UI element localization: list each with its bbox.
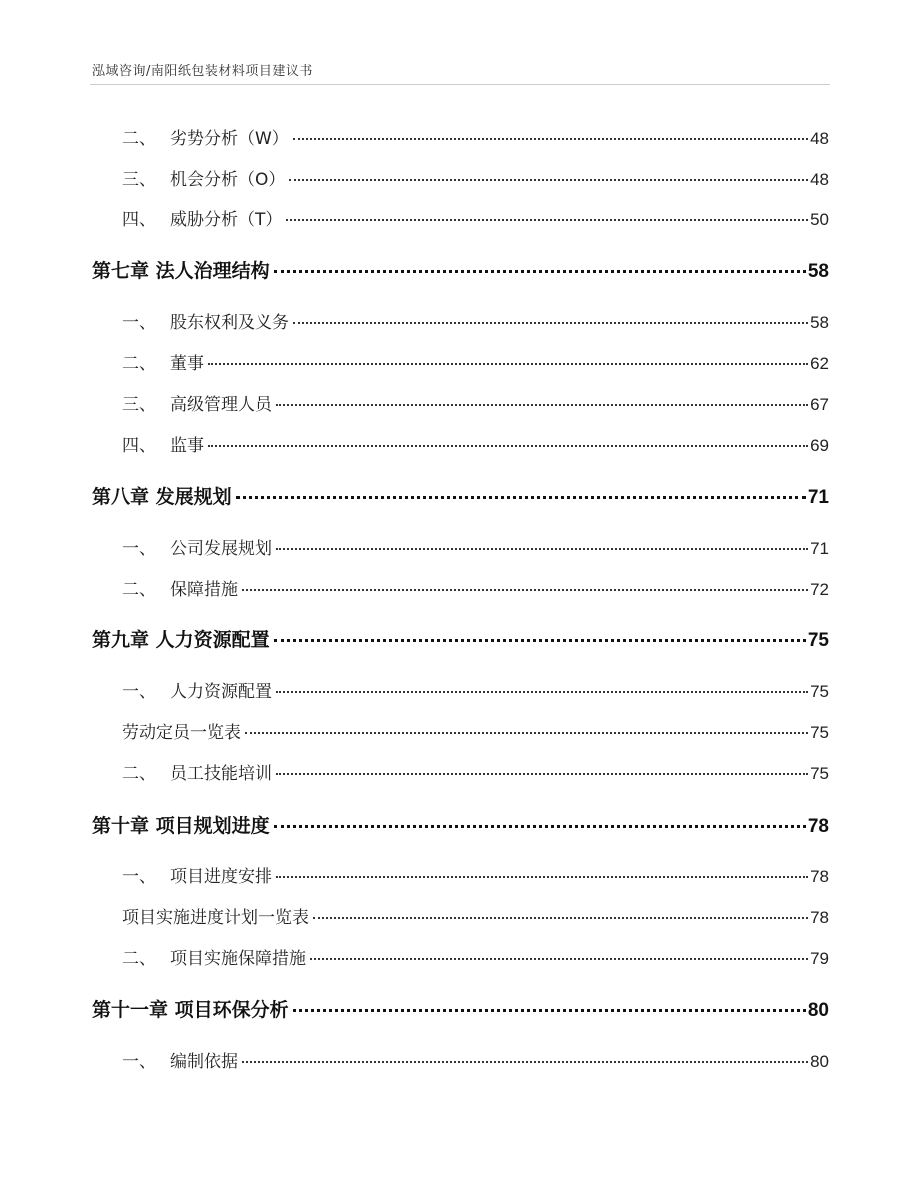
toc-section-entry[interactable] [92, 308, 829, 333]
toc-entry-number: 二、 [122, 580, 156, 600]
toc-dot-leader [276, 548, 808, 550]
toc-dot-leader [276, 404, 808, 406]
toc-page-number: 78 [810, 908, 829, 927]
toc-dot-leader [274, 270, 806, 273]
toc-entry-label [92, 677, 274, 702]
toc-page-number: 62 [810, 354, 829, 373]
toc-section-entry[interactable] [92, 944, 829, 969]
toc-entry-title: 员工技能培训 [170, 764, 272, 784]
toc-chapter-entry[interactable] [92, 995, 829, 1022]
toc-entry-title: 第十一章 项目环保分析 [92, 999, 289, 1021]
toc-entry-number: 二、 [122, 354, 156, 374]
toc-section-entry[interactable] [92, 431, 829, 456]
toc-entry-label [92, 1047, 240, 1072]
toc-dot-leader [236, 496, 806, 499]
toc-entry-label [92, 625, 272, 652]
toc-dot-leader [242, 1061, 808, 1063]
toc-section-entry[interactable] [92, 349, 829, 374]
toc-dot-leader [274, 639, 806, 642]
toc-page-number: 75 [810, 682, 829, 701]
toc-entry-number: 一、 [122, 1052, 156, 1072]
toc-section-entry[interactable] [92, 718, 829, 743]
toc-page-number: 58 [807, 261, 829, 282]
toc-chapter-entry[interactable] [92, 811, 829, 838]
toc-entry-number: 三、 [122, 395, 156, 415]
toc-page-number: 79 [810, 949, 829, 968]
toc-entry-number: 一、 [122, 682, 156, 702]
toc-entry-label [92, 124, 291, 149]
toc-entry-title: 劣势分析（W） [170, 129, 289, 149]
toc-entry-title: 股东权利及义务 [170, 313, 289, 333]
toc-dot-leader [310, 958, 808, 960]
toc-entry-label [92, 534, 274, 559]
toc-dot-leader [242, 589, 808, 591]
toc-page-number: 71 [810, 539, 829, 558]
toc-page-number: 48 [810, 129, 829, 148]
toc-entry-title: 人力资源配置 [170, 682, 272, 702]
toc-dot-leader [293, 322, 808, 324]
toc-entry-label [92, 482, 234, 509]
toc-page-number: 48 [810, 170, 829, 189]
toc-page-number: 58 [810, 313, 829, 332]
toc-entry-number: 四、 [122, 210, 156, 230]
toc-entry-label [92, 349, 206, 374]
toc-entry-title: 项目进度安排 [170, 867, 272, 887]
toc-chapter-entry[interactable] [92, 482, 829, 509]
toc-dot-leader [286, 219, 808, 221]
toc-entry-title: 公司发展规划 [170, 539, 272, 559]
toc-entry-label [92, 205, 284, 230]
toc-entry-number: 三、 [122, 170, 156, 190]
toc-page-number: 80 [810, 1052, 829, 1071]
toc-page-number: 75 [807, 630, 829, 651]
toc-entry-number: 二、 [122, 764, 156, 784]
page-header: 泓域咨询/南阳纸包装材料项目建议书 [92, 64, 313, 79]
toc-entry-title: 项目实施进度计划一览表 [122, 908, 309, 928]
toc-entry-title: 第七章 法人治理结构 [92, 260, 270, 282]
toc-dot-leader [293, 138, 808, 140]
toc-dot-leader [313, 917, 808, 919]
toc-section-entry[interactable] [92, 903, 829, 928]
toc-entry-title: 威胁分析（T） [170, 210, 283, 230]
toc-entry-title: 董事 [170, 354, 204, 374]
toc-entry-label [92, 759, 274, 784]
toc-page-number: 69 [810, 436, 829, 455]
toc-entry-number: 二、 [122, 129, 156, 149]
toc-entry-number: 二、 [122, 949, 156, 969]
toc-page-number: 78 [807, 816, 829, 837]
toc-page-number: 72 [810, 580, 829, 599]
toc-dot-leader [276, 876, 808, 878]
toc-entry-title: 监事 [170, 436, 204, 456]
toc-section-entry[interactable] [92, 677, 829, 702]
toc-chapter-entry[interactable] [92, 625, 829, 652]
toc-dot-leader [274, 825, 806, 828]
toc-entry-label [92, 165, 287, 190]
toc-dot-leader [276, 691, 808, 693]
toc-entry-number: 四、 [122, 436, 156, 456]
toc-dot-leader [276, 773, 808, 775]
toc-entry-label [92, 431, 206, 456]
toc-entry-number: 一、 [122, 313, 156, 333]
toc-entry-title: 第八章 发展规划 [92, 486, 232, 508]
toc-entry-label [92, 256, 272, 283]
toc-entry-title: 项目实施保障措施 [170, 949, 306, 969]
toc-entry-label [92, 811, 272, 838]
toc-entry-label [92, 944, 308, 969]
toc-entry-number: 一、 [122, 539, 156, 559]
toc-page-number: 75 [810, 723, 829, 742]
toc-section-entry[interactable] [92, 575, 829, 600]
toc-page-number: 50 [810, 210, 829, 229]
toc-section-entry[interactable] [92, 205, 829, 230]
toc-page-number: 67 [810, 395, 829, 414]
toc-dot-leader [289, 179, 808, 181]
toc-entry-label [92, 575, 240, 600]
toc-entry-label [92, 390, 274, 415]
toc-entry-label [92, 995, 291, 1022]
toc-entry-label [92, 718, 243, 743]
toc-entry-title: 高级管理人员 [170, 395, 272, 415]
toc-entry-label [92, 308, 291, 333]
toc-section-entry[interactable] [92, 165, 829, 190]
toc-page-number: 80 [807, 1000, 829, 1021]
toc-section-entry[interactable] [92, 534, 829, 559]
toc-entry-title: 保障措施 [170, 580, 238, 600]
toc-section-entry[interactable] [92, 759, 829, 784]
toc-entry-title: 劳动定员一览表 [122, 723, 241, 743]
header-divider [90, 84, 830, 85]
toc-page-number: 75 [810, 764, 829, 783]
toc-dot-leader [208, 363, 808, 365]
toc-entry-title: 机会分析（O） [170, 170, 286, 190]
toc-chapter-entry[interactable] [92, 256, 829, 283]
toc-dot-leader [208, 445, 808, 447]
toc-entry-label [92, 903, 311, 928]
toc-entry-title: 第九章 人力资源配置 [92, 629, 270, 651]
toc-entry-title: 编制依据 [170, 1052, 238, 1072]
toc-page-number: 71 [807, 487, 829, 508]
toc-section-entry[interactable] [92, 862, 829, 887]
toc-section-entry[interactable] [92, 124, 829, 149]
toc-section-entry[interactable] [92, 1047, 829, 1072]
toc-dot-leader [293, 1009, 806, 1012]
toc-dot-leader [245, 732, 808, 734]
toc-entry-number: 一、 [122, 867, 156, 887]
toc-section-entry[interactable] [92, 390, 829, 415]
toc-entry-label [92, 862, 274, 887]
toc-entry-title: 第十章 项目规划进度 [92, 815, 270, 837]
toc-page-number: 78 [810, 867, 829, 886]
